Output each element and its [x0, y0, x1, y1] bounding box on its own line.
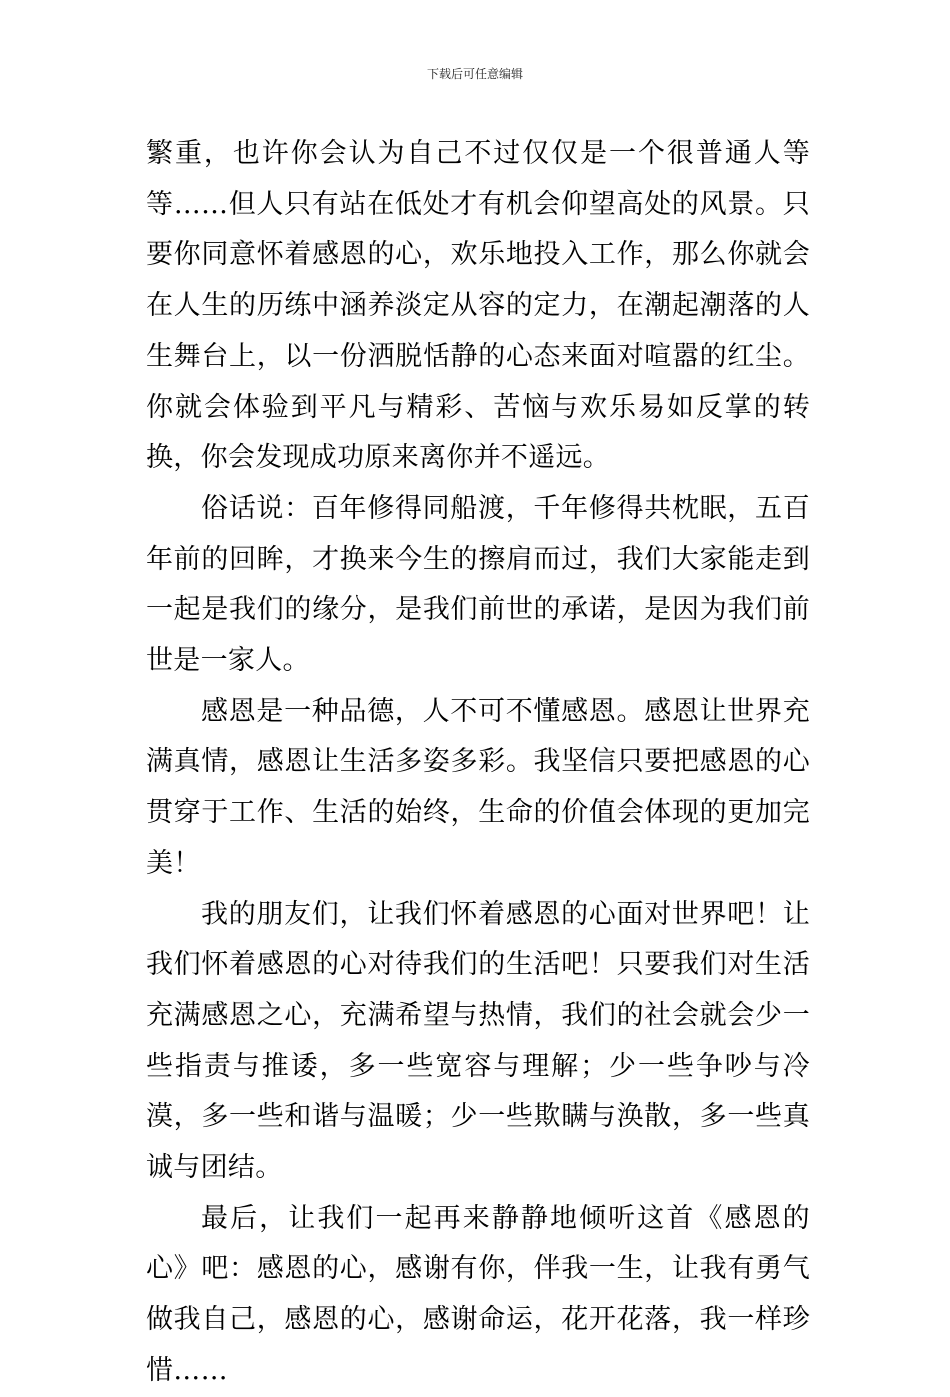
paragraph: 繁重，也许你会认为自己不过仅仅是一个很普通人等等……但人只有站在低处才有机会仰望高处的风景。只要你同意怀着感恩的心，欢乐地投入工作，那么你就会在人生的历练中涵养淡定从容的定力，在潮起潮落的人生舞台上，以一份洒脱恬静的心态来面对喧嚣的红尘。你就会体验到平凡与精彩、苦恼与欢乐易如反掌的转换，你会发现成功原来离你并不遥远。: [146, 138, 810, 474]
page-header: 下载后可任意编辑: [426, 67, 523, 81]
paragraph: 感恩是一种品德，人不可不懂感恩。感恩让世界充满真情，感恩让生活多姿多彩。我坚信只要把感恩的心贯穿于工作、生活的始终，生命的价值会体现的更加完美！: [146, 695, 810, 879]
paragraph: 最后，让我们一起再来静静地倾听这首《感恩的心》吧：感恩的心，感谢有你，伴我一生，让我有勇气做我自己，感恩的心，感谢命运，花开花落，我一样珍惜……: [146, 1202, 810, 1386]
document-body: [146, 129, 810, 1397]
paragraph: 俗话说：百年修得同船渡，千年修得共枕眠，五百年前的回眸，才换来今生的擦肩而过，我们大家能走到一起是我们的缘分，是我们前世的承诺，是因为我们前世是一家人。: [146, 492, 810, 677]
paragraph: 我的朋友们，让我们怀着感恩的心面对世界吧！让我们怀着感恩的心对待我们的生活吧！只要我们对生活充满感恩之心，充满希望与热情，我们的社会就会少一些指责与推诿，多一些宽容与理解；少一些争吵与冷漠，多一些和谐与温暖；少一些欺瞒与涣散，多一些真诚与团结。: [146, 898, 810, 1184]
